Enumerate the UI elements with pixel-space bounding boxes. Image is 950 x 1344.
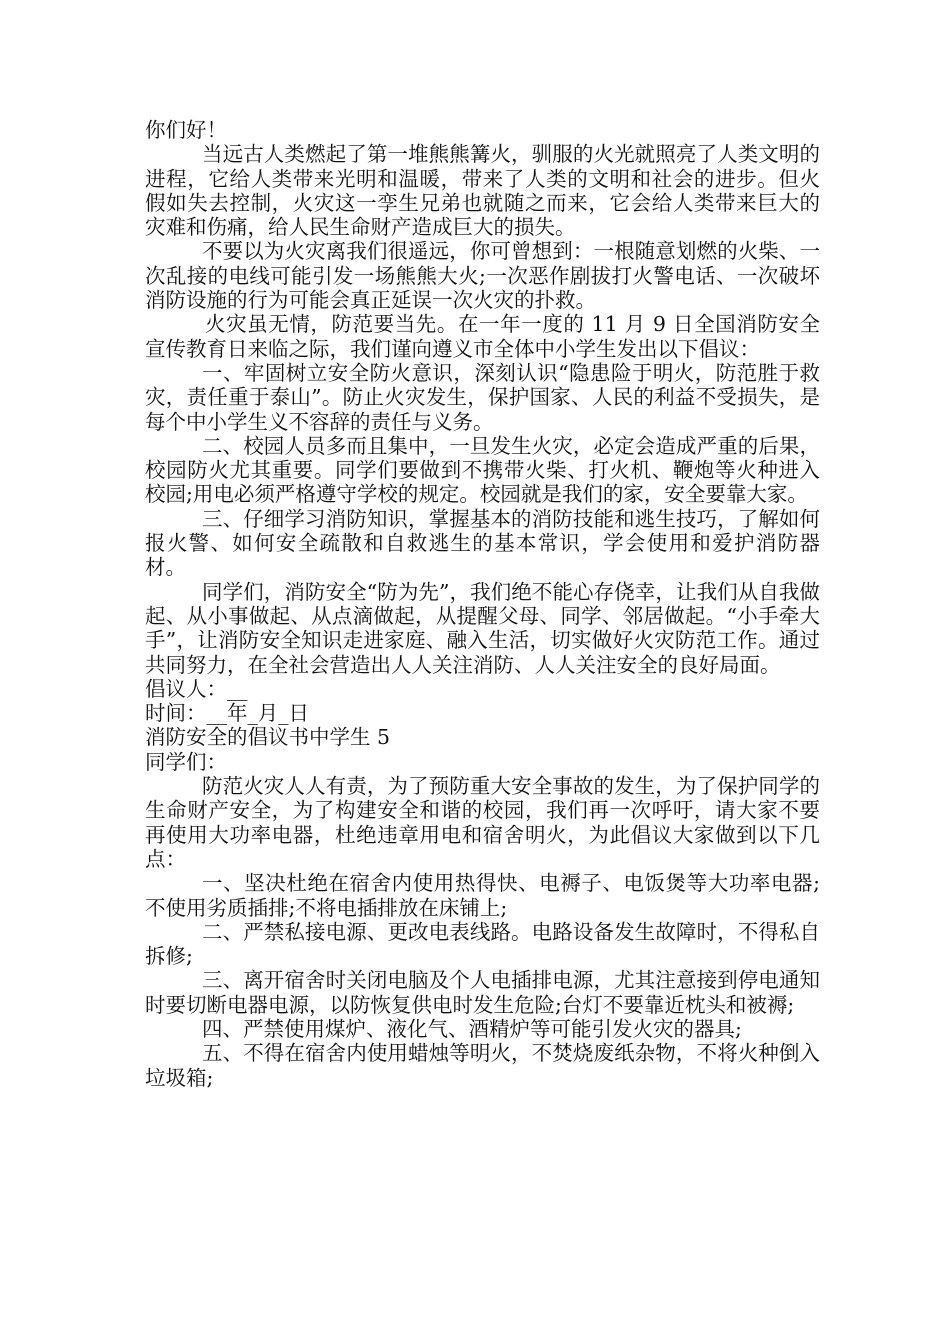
paragraph-intro-2: 防范火灾人人有责，为了预防重大安全事故的发生，为了保护同学的生命财产安全，为了构建安全和谐的校园，我们再一次呼吁，请大家不要再使用大功率电器，杜绝违章用电和宿舍明火，为此倡议大家做到以下几点：: [145, 774, 820, 871]
paragraph-item-1: 一、牢固树立安全防火意识，深刻认识“隐患险于明火，防范胜于救灾，责任重于泰山”。防止火灾发生，保护国家、人民的利益不受损失，是每个中小学生义不容辞的责任与义务。: [145, 360, 820, 434]
rule-item-4: 四、严禁使用煤炉、液化气、酒精炉等可能引发火灾的器具;: [202, 1016, 742, 1041]
paragraph-item-2: 二、校园人员多而且集中，一旦发生火灾，必定会造成严重的后果，校园防火尤其重要。同学们要做到不携带火柴、打火机、鞭炮等火种进入校园;用电必须严格遵守学校的规定。校园就是我们的家，安全要靠大家。: [145, 433, 820, 507]
date-line: 时间：__年_月_日: [145, 701, 309, 726]
paragraph-intro: 当远古人类燃起了第一堆熊熊篝火，驯服的火光就照亮了人类文明的进程，它给人类带来光明和温暖，带来了人类的文明和社会的进步。但火假如失去控制，火灾这一孪生兄弟也就随之而来，它会给人类带来巨大的灾难和伤痛，给人民生命财产造成巨大的损失。: [145, 142, 820, 240]
rule-item-1: 一、坚决杜绝在宿舍内使用热得快、电褥子、电饭煲等大功率电器;不使用劣质插排;不将电插排放在床铺上;: [145, 871, 820, 920]
section-title: 消防安全的倡议书中学生 5: [145, 725, 391, 750]
signature-line: 倡议人：__: [145, 676, 248, 701]
rule-item-2: 二、严禁私接电源、更改电表线路。电路设备发生故障时，不得私自拆修;: [145, 919, 820, 969]
document-body: [145, 118, 820, 1090]
greeting-2: 同学们：: [145, 749, 227, 774]
paragraph-warning: 不要以为火灾离我们很遥远，你可曾想到：一根随意划燃的火柴、一次乱接的电线可能引发一场熊熊大火;一次恶作剧拔打火警电话、一次破坏消防设施的行为可能会真正延误一次火灾的扑救。: [145, 239, 820, 313]
paragraph-item-3: 三、仔细学习消防知识，掌握基本的消防技能和逃生技巧，了解如何报火警、如何安全疏散和自救逃生的基本常识，学会使用和爱护消防器材。: [145, 506, 820, 580]
paragraph-proposal-intro: 火灾虽无情，防范要当先。在一年一度的 11 月 9 日全国消防安全宣传教育日来临之际，我们谨向遵义市全体中小学生发出以下倡议：: [145, 312, 820, 361]
greeting: 你们好！: [145, 118, 227, 142]
paragraph-conclusion: 同学们，消防安全“防为先”，我们绝不能心存侥幸，让我们从自我做起、从小事做起、从点滴做起，从提醒父母、同学、邻居做起。“小手牵大手”，让消防安全知识走进家庭、融入生活，切实做好火灾防范工作。通过共同努力，在全社会营造出人人关注消防、人人关注安全的良好局面。: [145, 579, 820, 677]
rule-item-5: 五、不得在宿舍内使用蜡烛等明火，不焚烧废纸杂物，不将火种倒入垃圾箱;: [145, 1041, 820, 1090]
rule-item-3: 三、离开宿舍时关闭电脑及个人电插排电源，尤其注意接到停电通知时要切断电器电源，以防恢复供电时发生危险;台灯不要靠近枕头和被褥;: [145, 968, 820, 1017]
